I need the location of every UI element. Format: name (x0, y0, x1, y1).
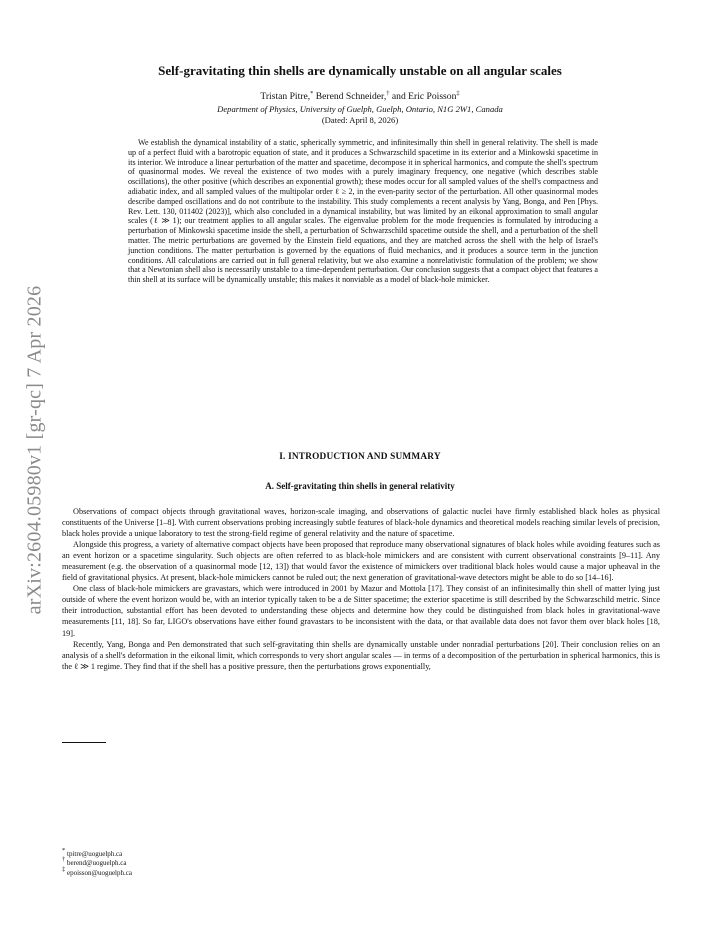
author-name: Tristan Pitre, (260, 91, 311, 102)
abstract: We establish the dynamical instability of a static, spherically symmetric, and infinitesimally thin shell in general relativity. The shell is made up of a perfect fluid with a barotropic equation of state, and it produces a Schwarzschild spacetime in its exterior and a Minkowski spacetime in its interior. We introduce a linear perturbation of the matter and spacetime, decompose it in spherical harmonics, and compute the shell's spectrum of quasinormal modes. We reveal the existence of two modes with a purely imaginary frequency, one negative (which describes stable oscillations), the other positive (which describes an exponential growth); these modes occur for all sampled values of the shell's compactness and adiabatic index, and all sampled values of the multipolar order ℓ ≥ 2, in the even-parity sector of the perturbation. All other quasinormal modes describe damped oscillations and do not contribute to the instability. This study complements a recent analysis by Yang, Bonga, and Pen [Phys. Rev. Lett. 130, 011402 (2023)], which also concluded in a dynamical instability, but was limited by an eikonal approximation to small angular scales (ℓ ≫ 1); our treatment applies to all angular scales. The eigenvalue problem for the mode frequencies is formulated by introducing a perturbation of Minkowski spacetime inside the shell, a perturbation of Schwarzschild spacetime outside the shell, and a perturbation of the shell matter. The metric perturbations are governed by the Einstein field equations, and they are matched across the shell with the help of Israel's junction conditions. The matter perturbation is governed by the equations of fluid mechanics, and it produces a source term in the junction conditions. All calculations are carried out in full general relativity, but we also examine a nonrelativistic formulation of the problem; we show that a Newtonian shell also is necessarily unstable to a time-dependent perturbation. Our conclusion suggests that a compact object that features a thin shell at its surface will be dynamically unstable; this makes it nonviable as a model of black-hole mimicker. (128, 138, 598, 285)
paragraph: Alongside this progress, a variety of alternative compact objects have been proposed that reproduce many observational signatures of black holes while avoiding features such as an event horizon or a spacetime singularity. Such objects are often referred to as black-hole mimickers and are consistent with current observational constraints [9–11]. Any measurement (e.g. the observation of a quasinormal mode [12, 13]) that would favor the existence of mimickers over traditional black holes would cause a major upheaval in the field of gravitational physics. At present, black-hole mimickers cannot be ruled out; the next generation of gravitational-wave detectors might be able to do so [14–16]. (62, 540, 660, 583)
footnote-rule (62, 742, 106, 743)
footnote-mark: ‡ (62, 865, 66, 873)
subsection-heading: A. Self-gravitating thin shells in general relativity (265, 481, 455, 491)
footnotes (62, 847, 362, 878)
footnote-email: berend@uoguelph.ca (65, 859, 127, 868)
paragraph: Observations of compact objects through gravitational waves, horizon-scale imaging, and observations of galactic nuclei have firmly established black holes as physical constituents of the Universe [1–8]. With current observations probing increasingly subtle features of black-hole dynamics and theoretical models reaching similar levels of precision, black holes provide a unique laboratory to test the strong-field regime of general relativity and the nature of spacetime. (62, 507, 660, 539)
paper-title: Self-gravitating thin shells are dynamically unstable on all angular scales (158, 63, 562, 78)
author-footnote-mark: ‡ (456, 90, 460, 97)
author-list (60, 91, 660, 103)
footnote-mark: † (62, 856, 66, 864)
arxiv-side-stamp: arXiv:2604.05980v1 [gr-qc] 7 Apr 2026 (23, 285, 46, 615)
footnote-item (62, 865, 362, 878)
footnote-item (62, 856, 362, 868)
paragraph: One class of black-hole mimickers are gravastars, which were introduced in 2001 by Mazur and Mottola [17]. They consist of an infinitesimally thin shell of matter lying just outside of where the event horizon would be, with an interior typically taken to be a de Sitter spacetime; the exterior spacetime is still described by the Schwarzschild metric. Since their introduction, substantial effort has been devoted to understanding these objects and determine how they could be distinguished from black holes in gravitational-wave measurements [11, 18]. So far, LIGO's observations have either found gravastars to be inconsistent with the data, or that available data does not favor them over black holes [18, 19]. (62, 584, 660, 638)
author-footnote-mark: † (386, 90, 390, 97)
author-name: Berend Schneider, (313, 91, 387, 102)
footnote-email: tpitre@uoguelph.ca (65, 850, 123, 858)
date-line: (Dated: April 8, 2026) (321, 115, 399, 125)
paragraph: Recently, Yang, Bonga and Pen demonstrated that such self-gravitating thin shells are dynamically unstable under nonradial perturbations [20]. Their conclusion relies on an analysis of a shell's deformation in the eikonal limit, which corresponds to very short angular scales — in terms of a decomposition of the perturbation in spherical harmonics, this is the ℓ ≫ 1 regime. They find that if the shell has a positive pressure, then the perturbations grows exponentially, (62, 639, 660, 671)
body-text (62, 506, 660, 672)
footnote-mark: * (62, 847, 66, 854)
footnote-email: epoisson@uoguelph.ca (65, 868, 132, 877)
footnote-item (62, 847, 362, 859)
section-heading: I. INTRODUCTION AND SUMMARY (279, 452, 441, 462)
author-name: and Eric Poisson (389, 91, 457, 102)
author-footnote-mark: * (310, 90, 314, 97)
affiliation: Department of Physics, University of Guelph, Guelph, Ontario, N1G 2W1, Canada (217, 104, 503, 114)
